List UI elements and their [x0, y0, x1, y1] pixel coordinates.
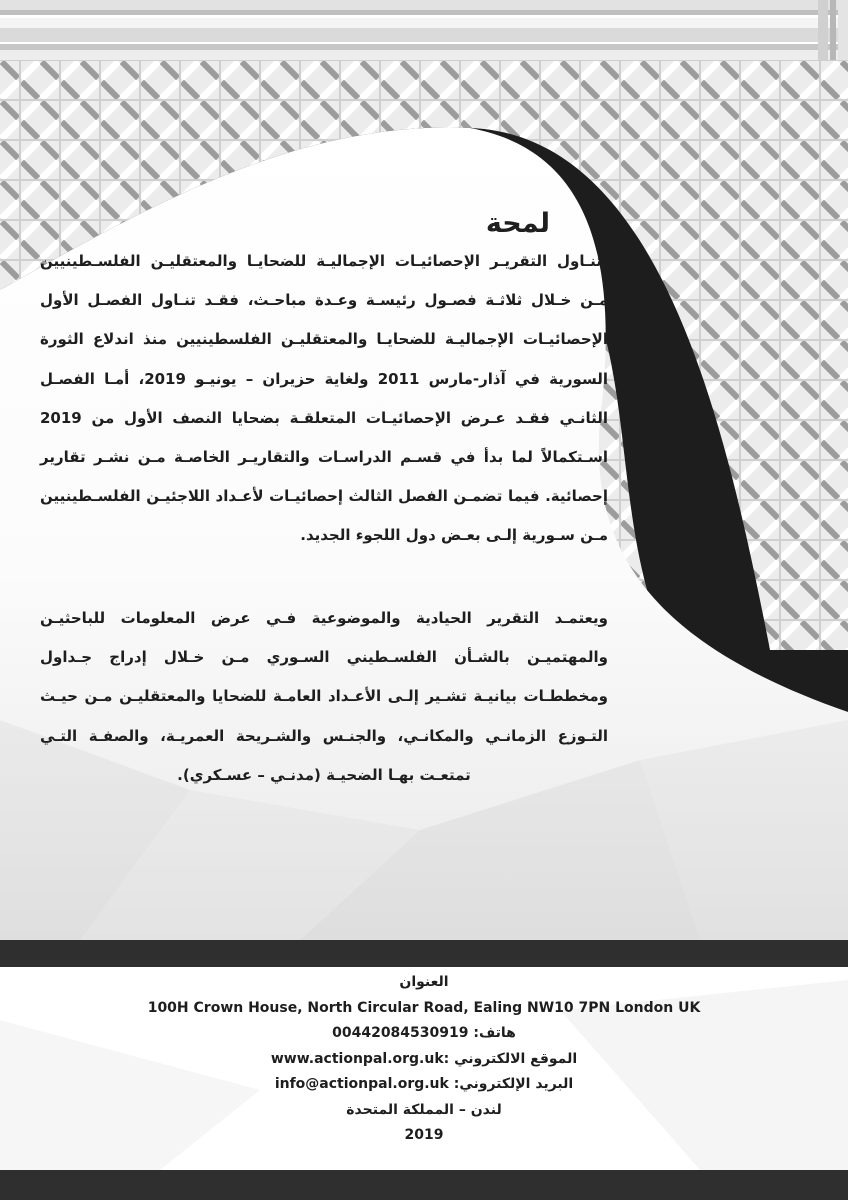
- top-stripe: [0, 10, 848, 15]
- address-label: العنوان: [399, 974, 449, 990]
- top-stripe: [0, 28, 848, 42]
- intro-paragraph-1: يتنـاول التقريـر الإحصائيـات الإجماليـة للضحايـا والمعتقليـن الفلسـطينيين مـن خـلال ثلاثـة فصـول رئيسـة وعـدة مباحـث، فقـد تنـاول الفصـل الأول الإحصائيـات الإجماليـة للضحايـا والمعتقليـن الفلسطينيين منذ اندلاع الثورة السورية في آذار-مارس 2011 ولغاية حزيران – يونيـو 2019، أمـا الفصـل الثانـي فقـد عـرض الإحصائيـات المتعلقـة بضحايا النصف الأول من 2019 اسـتكمالاً لما بدأ في قسـم الدراسـات والتقاريـر الخاصـة مـن نشـر تقارير إحصائية. فيما تضمـن الفصل الثالث إحصائيـات لأعـداد اللاجئيـن الفلسـطينيين مـن سـورية إلـى بعـض دول اللجوء الجديد.: [40, 252, 608, 545]
- phone-number: هاتف: 00442084530919: [332, 1025, 516, 1041]
- side-stripe: [830, 0, 836, 60]
- website-link[interactable]: الموقع الالكتروني :www.actionpal.org.uk: [270, 1050, 578, 1067]
- postal-address: 100H Crown House, North Circular Road, Ealing NW10 7PN London UK: [147, 999, 701, 1016]
- footer-bottom-band: [0, 1170, 848, 1200]
- contact-footer: [0, 970, 848, 1149]
- email-link[interactable]: البريد الإلكتروني: info@actionpal.org.uk: [274, 1076, 574, 1092]
- side-stripe: [818, 0, 828, 60]
- top-stripe: [0, 18, 848, 28]
- top-stripe: [0, 44, 848, 50]
- publication-year: 2019: [404, 1127, 444, 1143]
- intro-paragraph-2: ويعتمـد التقرير الحيادية والموضوعية فـي عرض المعلومات للباحثيـن والمهتميـن بالشـأن الفلسـطيني السـوري مـن خـلال إدراج جـداول ومخططـات بيانيـة تشـير إلـى الأعـداد العامـة للضحايا والمعتقليـن مـن حيـث التـوزع الزمانـي والمكانـي، والجنـس والشـريحة العمريـة، والصفـة التـي تمتعـت بهـا الضحيـة (مدنـي – عسـكري).: [40, 609, 608, 784]
- city-country: لندن – المملكة المتحدة: [346, 1101, 502, 1118]
- side-stripe: [838, 0, 848, 60]
- top-stripe: [0, 0, 848, 10]
- footer-top-band: [0, 940, 848, 967]
- top-stripe: [0, 50, 848, 60]
- section-title: لمحة: [485, 208, 550, 239]
